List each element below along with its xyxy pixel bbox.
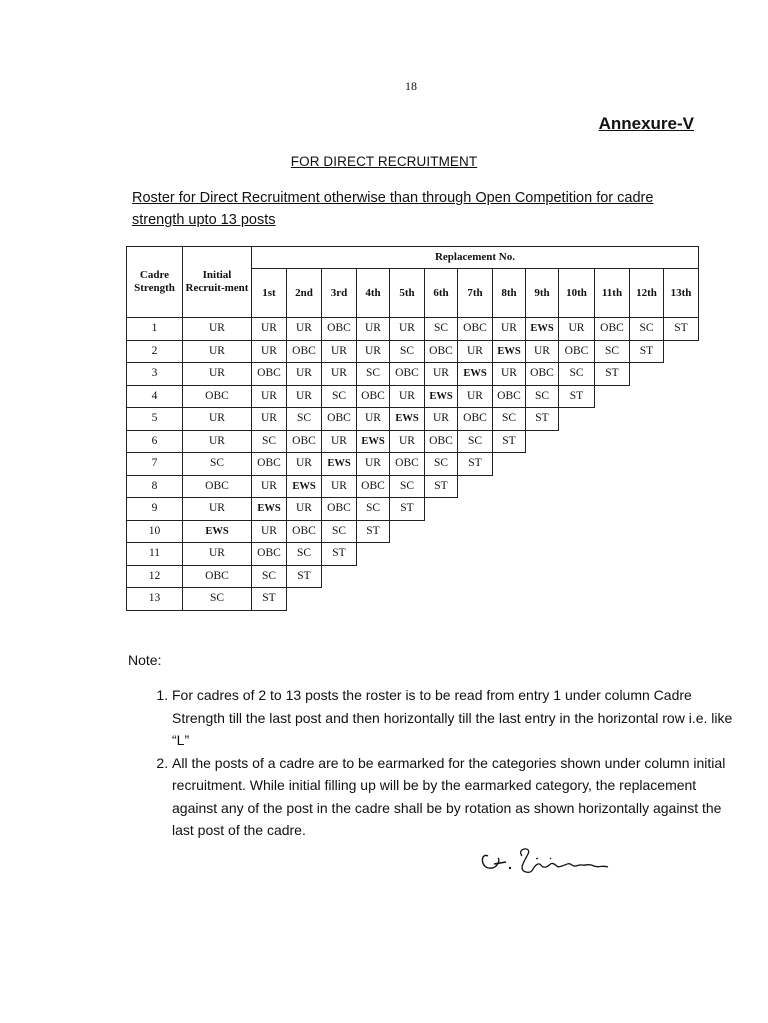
empty-cell: [425, 498, 458, 521]
replacement-cell: OBC: [322, 408, 357, 431]
empty-cell: [664, 475, 699, 498]
empty-cell: [664, 565, 699, 588]
empty-cell: [595, 430, 630, 453]
cadre-strength-cell: 2: [127, 340, 183, 363]
empty-cell: [630, 408, 664, 431]
replacement-cell: UR: [287, 318, 322, 341]
replacement-cell: UR: [526, 340, 559, 363]
replacement-cell: ST: [559, 385, 595, 408]
empty-cell: [357, 543, 390, 566]
replacement-cell: OBC: [252, 453, 287, 476]
replacement-cell: ST: [493, 430, 526, 453]
header-replacement-col: 12th: [630, 269, 664, 318]
empty-cell: [630, 385, 664, 408]
table-row: [127, 453, 699, 476]
initial-recruitment-cell: OBC: [183, 475, 252, 498]
empty-cell: [526, 588, 559, 611]
header-replacement-col: 9th: [526, 269, 559, 318]
empty-cell: [664, 408, 699, 431]
replacement-cell: UR: [458, 385, 493, 408]
replacement-cell: UR: [322, 475, 357, 498]
replacement-cell: SC: [322, 385, 357, 408]
initial-recruitment-cell: UR: [183, 543, 252, 566]
replacement-cell: EWS: [493, 340, 526, 363]
replacement-cell: ST: [526, 408, 559, 431]
replacement-cell: EWS: [390, 408, 425, 431]
initial-recruitment-cell: SC: [183, 453, 252, 476]
replacement-cell: EWS: [357, 430, 390, 453]
empty-cell: [630, 453, 664, 476]
empty-cell: [493, 543, 526, 566]
replacement-cell: UR: [493, 363, 526, 386]
replacement-cell: OBC: [425, 430, 458, 453]
empty-cell: [526, 520, 559, 543]
empty-cell: [559, 588, 595, 611]
replacement-cell: UR: [357, 453, 390, 476]
header-replacement-col: 4th: [357, 269, 390, 318]
header-replacement-col: 2nd: [287, 269, 322, 318]
empty-cell: [493, 520, 526, 543]
header-replacement-col: 6th: [425, 269, 458, 318]
replacement-cell: ST: [390, 498, 425, 521]
table-row: [127, 385, 699, 408]
empty-cell: [390, 565, 425, 588]
replacement-cell: UR: [425, 363, 458, 386]
empty-cell: [664, 498, 699, 521]
empty-cell: [664, 588, 699, 611]
replacement-cell: OBC: [458, 408, 493, 431]
replacement-cell: UR: [252, 408, 287, 431]
table-header-row: [127, 247, 699, 269]
replacement-cell: EWS: [458, 363, 493, 386]
empty-cell: [595, 475, 630, 498]
empty-cell: [664, 340, 699, 363]
replacement-cell: SC: [458, 430, 493, 453]
annexure-label: Annexure-V: [598, 114, 694, 133]
replacement-cell: OBC: [390, 453, 425, 476]
replacement-cell: UR: [322, 340, 357, 363]
replacement-cell: OBC: [252, 363, 287, 386]
cadre-strength-cell: 5: [127, 408, 183, 431]
replacement-cell: ST: [595, 363, 630, 386]
replacement-cell: SC: [425, 318, 458, 341]
header-replacement-col: 3rd: [322, 269, 357, 318]
empty-cell: [458, 498, 493, 521]
replacement-cell: SC: [390, 475, 425, 498]
empty-cell: [458, 543, 493, 566]
header-replacement-col: 13th: [664, 269, 699, 318]
replacement-cell: SC: [595, 340, 630, 363]
table-row: [127, 588, 699, 611]
initial-recruitment-cell: UR: [183, 318, 252, 341]
empty-cell: [526, 453, 559, 476]
replacement-cell: UR: [357, 408, 390, 431]
note-item: 2. All the posts of a cadre are to be earmarked for the categories shown under column initial recruitment. While initial filling up will be by the earmarked category, the replacement against any of the post in the cadre shall be by rotation as shown horizontally against the last post of the cadre.: [172, 752, 742, 842]
replacement-cell: ST: [357, 520, 390, 543]
replacement-cell: SC: [390, 340, 425, 363]
replacement-cell: OBC: [287, 520, 322, 543]
cadre-strength-cell: 1: [127, 318, 183, 341]
replacement-cell: ST: [322, 543, 357, 566]
empty-cell: [559, 543, 595, 566]
replacement-cell: OBC: [357, 385, 390, 408]
cadre-strength-cell: 12: [127, 565, 183, 588]
header-cadre-strength: Cadre Strength: [127, 247, 183, 318]
empty-cell: [630, 430, 664, 453]
replacement-cell: OBC: [458, 318, 493, 341]
replacement-cell: UR: [493, 318, 526, 341]
empty-cell: [390, 520, 425, 543]
empty-cell: [595, 565, 630, 588]
empty-cell: [493, 475, 526, 498]
replacement-cell: UR: [322, 430, 357, 453]
empty-cell: [357, 588, 390, 611]
empty-cell: [630, 498, 664, 521]
empty-cell: [664, 430, 699, 453]
empty-cell: [458, 565, 493, 588]
header-replacement-col: 11th: [595, 269, 630, 318]
initial-recruitment-cell: UR: [183, 363, 252, 386]
page-number: 18: [405, 79, 417, 93]
replacement-cell: OBC: [390, 363, 425, 386]
document-subheading: Roster for Direct Recruitment otherwise than through Open Competition for cadre strength upto 13 posts: [132, 190, 654, 228]
empty-cell: [595, 543, 630, 566]
replacement-cell: ST: [425, 475, 458, 498]
empty-cell: [595, 520, 630, 543]
empty-cell: [664, 385, 699, 408]
replacement-cell: UR: [322, 363, 357, 386]
table-row: [127, 520, 699, 543]
replacement-cell: SC: [287, 408, 322, 431]
initial-recruitment-cell: UR: [183, 408, 252, 431]
empty-cell: [526, 543, 559, 566]
cadre-strength-cell: 7: [127, 453, 183, 476]
replacement-cell: UR: [425, 408, 458, 431]
empty-cell: [526, 430, 559, 453]
empty-cell: [390, 588, 425, 611]
empty-cell: [425, 520, 458, 543]
empty-cell: [559, 408, 595, 431]
replacement-cell: SC: [322, 520, 357, 543]
replacement-cell: ST: [630, 340, 664, 363]
header-replacement-col: 1st: [252, 269, 287, 318]
initial-recruitment-cell: OBC: [183, 385, 252, 408]
initial-recruitment-cell: UR: [183, 498, 252, 521]
empty-cell: [559, 520, 595, 543]
header-replacement-col: 8th: [493, 269, 526, 318]
notes-list: [138, 684, 742, 842]
replacement-cell: OBC: [322, 318, 357, 341]
replacement-cell: UR: [287, 363, 322, 386]
empty-cell: [526, 475, 559, 498]
replacement-cell: SC: [357, 498, 390, 521]
replacement-cell: OBC: [357, 475, 390, 498]
initial-recruitment-cell: UR: [183, 430, 252, 453]
empty-cell: [357, 565, 390, 588]
cadre-strength-cell: 8: [127, 475, 183, 498]
replacement-cell: OBC: [425, 340, 458, 363]
cadre-strength-cell: 9: [127, 498, 183, 521]
replacement-cell: SC: [252, 565, 287, 588]
roster-body: [127, 318, 699, 611]
empty-cell: [493, 565, 526, 588]
replacement-cell: SC: [252, 430, 287, 453]
roster-table: [126, 246, 699, 611]
note-label: Note:: [128, 652, 162, 668]
replacement-cell: OBC: [493, 385, 526, 408]
header-initial-recruitment: Initial Recruit-ment: [183, 247, 252, 318]
replacement-cell: OBC: [252, 543, 287, 566]
replacement-cell: EWS: [287, 475, 322, 498]
empty-cell: [559, 565, 595, 588]
empty-cell: [595, 588, 630, 611]
replacement-cell: UR: [390, 385, 425, 408]
empty-cell: [322, 588, 357, 611]
table-row: [127, 318, 699, 341]
cadre-strength-cell: 6: [127, 430, 183, 453]
replacement-cell: SC: [357, 363, 390, 386]
empty-cell: [664, 453, 699, 476]
replacement-cell: ST: [458, 453, 493, 476]
empty-cell: [390, 543, 425, 566]
empty-cell: [559, 453, 595, 476]
empty-cell: [287, 588, 322, 611]
empty-cell: [425, 565, 458, 588]
empty-cell: [664, 363, 699, 386]
empty-cell: [458, 520, 493, 543]
replacement-cell: SC: [630, 318, 664, 341]
empty-cell: [559, 430, 595, 453]
initial-recruitment-cell: UR: [183, 340, 252, 363]
replacement-cell: UR: [287, 385, 322, 408]
empty-cell: [630, 543, 664, 566]
replacement-cell: SC: [493, 408, 526, 431]
header-replacement-no: Replacement No.: [252, 247, 699, 269]
empty-cell: [595, 408, 630, 431]
replacement-cell: SC: [425, 453, 458, 476]
initial-recruitment-cell: EWS: [183, 520, 252, 543]
replacement-cell: ST: [252, 588, 287, 611]
empty-cell: [526, 498, 559, 521]
empty-cell: [425, 588, 458, 611]
empty-cell: [595, 498, 630, 521]
replacement-cell: UR: [390, 430, 425, 453]
empty-cell: [493, 588, 526, 611]
replacement-cell: EWS: [425, 385, 458, 408]
empty-cell: [425, 543, 458, 566]
initial-recruitment-cell: OBC: [183, 565, 252, 588]
empty-cell: [664, 543, 699, 566]
empty-cell: [322, 565, 357, 588]
replacement-cell: UR: [252, 475, 287, 498]
table-row: [127, 408, 699, 431]
replacement-cell: ST: [664, 318, 699, 341]
header-replacement-col: 10th: [559, 269, 595, 318]
replacement-cell: OBC: [526, 363, 559, 386]
empty-cell: [493, 453, 526, 476]
initial-recruitment-cell: SC: [183, 588, 252, 611]
empty-cell: [595, 453, 630, 476]
empty-cell: [493, 498, 526, 521]
empty-cell: [559, 498, 595, 521]
replacement-cell: EWS: [526, 318, 559, 341]
replacement-cell: UR: [287, 498, 322, 521]
replacement-cell: OBC: [322, 498, 357, 521]
cadre-strength-cell: 13: [127, 588, 183, 611]
empty-cell: [630, 565, 664, 588]
replacement-cell: EWS: [322, 453, 357, 476]
empty-cell: [595, 385, 630, 408]
replacement-cell: UR: [252, 385, 287, 408]
note-item: 1. For cadres of 2 to 13 posts the roster is to be read from entry 1 under column Cadre Strength till the last post and then horizontally till the last entry in the horizontal row i.e. like “L”: [172, 684, 742, 752]
replacement-cell: OBC: [287, 340, 322, 363]
empty-cell: [630, 520, 664, 543]
replacement-cell: UR: [357, 340, 390, 363]
replacement-cell: OBC: [559, 340, 595, 363]
replacement-cell: UR: [252, 520, 287, 543]
replacement-cell: UR: [559, 318, 595, 341]
replacement-cell: EWS: [252, 498, 287, 521]
cadre-strength-cell: 11: [127, 543, 183, 566]
cadre-strength-cell: 10: [127, 520, 183, 543]
empty-cell: [526, 565, 559, 588]
replacement-cell: UR: [287, 453, 322, 476]
table-row: [127, 498, 699, 521]
table-row: [127, 340, 699, 363]
replacement-cell: ST: [287, 565, 322, 588]
header-replacement-col: 5th: [390, 269, 425, 318]
document-heading: FOR DIRECT RECRUITMENT: [290, 154, 478, 169]
cadre-strength-cell: 3: [127, 363, 183, 386]
empty-cell: [630, 475, 664, 498]
replacement-cell: UR: [357, 318, 390, 341]
replacement-cell: UR: [252, 318, 287, 341]
cadre-strength-cell: 4: [127, 385, 183, 408]
replacement-cell: UR: [252, 340, 287, 363]
empty-cell: [458, 475, 493, 498]
replacement-cell: UR: [390, 318, 425, 341]
replacement-cell: SC: [287, 543, 322, 566]
table-row: [127, 430, 699, 453]
replacement-cell: SC: [526, 385, 559, 408]
empty-cell: [630, 588, 664, 611]
replacement-cell: UR: [458, 340, 493, 363]
table-row: [127, 475, 699, 498]
replacement-cell: OBC: [287, 430, 322, 453]
empty-cell: [630, 363, 664, 386]
handwritten-signature: [476, 838, 626, 878]
empty-cell: [664, 520, 699, 543]
header-replacement-col: 7th: [458, 269, 493, 318]
table-row: [127, 363, 699, 386]
replacement-cell: OBC: [595, 318, 630, 341]
empty-cell: [458, 588, 493, 611]
table-row: [127, 565, 699, 588]
table-row: [127, 543, 699, 566]
empty-cell: [559, 475, 595, 498]
replacement-cell: SC: [559, 363, 595, 386]
